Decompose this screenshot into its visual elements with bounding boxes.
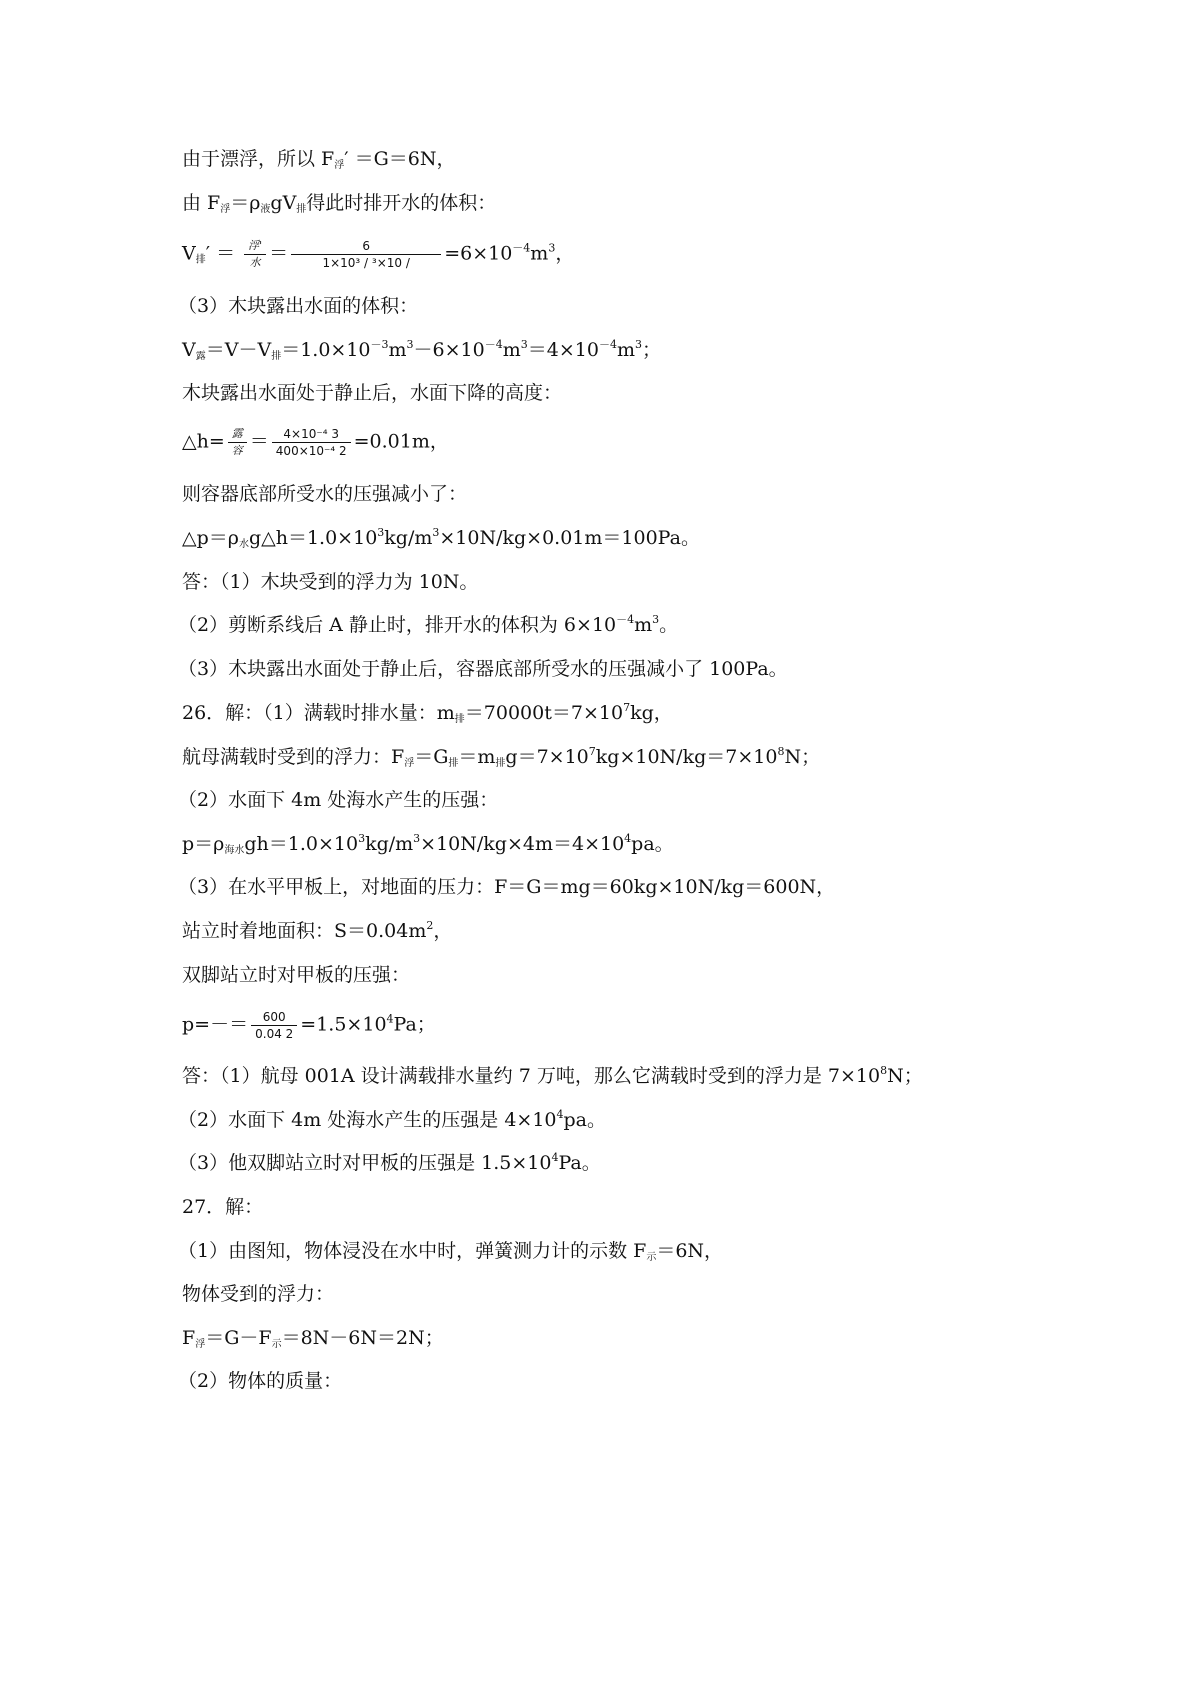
text-line: $V_露=V-V_排=1.0\times 10^{-3}m^3-6\times 10^{-4}m^3=4\times 10^{-4}m^3$；: [182, 338, 661, 362]
text-line: 则容器底部所受水的压强减小了：: [182, 483, 468, 505]
fraction: $\frac{\text{露}}{\text{容}}$: [228, 426, 247, 459]
formula-line: p=－＝ $\frac{600}{0.04 2}$ $=1.5\times 10^4Pa$；: [182, 1010, 436, 1041]
text-line: （3）木块露出水面的体积：: [178, 295, 419, 317]
text-line: $p=\rho_{海水}gh=1.0\times 10^3kg/m^3\times 10N/kg\times 4m=4\times 10^4pa$。: [182, 832, 674, 856]
text-line: （3）在水平甲板上，对地面的压力：F＝G＝mg＝60kg×10N/kg＝600N，: [178, 876, 836, 898]
text-line: 站立时着地面积：$S=0.04m^2$，: [182, 919, 453, 942]
text-line: （2）剪断系线后 A 静止时，排开水的体积为 $6\times 10^{-4}m^3$。: [178, 613, 679, 636]
text-line: （3）他双脚站立时对甲板的压强是 $1.5\times 10^4Pa$。: [178, 1151, 601, 1174]
fraction: $\frac{6}{\text{1×10³ / ³×10 /}}$: [291, 238, 441, 271]
text-line: （3）木块露出水面处于静止后，容器底部所受水的压强减小了 100Pa。: [178, 658, 788, 680]
text-line: 由 $F_浮=\rho_液gV_排$得此时排开水的体积：: [182, 192, 497, 215]
text-line: （1）由图知，物体浸没在水中时，弹簧测力计的示数 $F_示=6N$，: [178, 1240, 724, 1263]
text-line: 26．解：（1）满载时排水量：$m_排=70000t=7\times 10^7kg$，: [182, 701, 673, 725]
text-line: （2）物体的质量：: [178, 1370, 343, 1392]
text-line: 27．解：: [182, 1196, 264, 1218]
fraction: $\frac{\text{4×10⁻⁴ 3}}{\text{400×10⁻⁴ 2}}$: [272, 426, 351, 459]
fraction: $\frac{600}{0.04 2}$: [251, 1009, 297, 1042]
text-line: 双脚站立时对甲板的压强：: [182, 964, 411, 986]
text-line: $F_浮=G-F_示=8N-6N=2N$；: [182, 1327, 444, 1350]
text-line: 物体受到的浮力：: [182, 1283, 335, 1305]
fraction: $\frac{\text{浮'}}{\text{水}}$: [244, 238, 266, 271]
text-line: 木块露出水面处于静止后，水面下降的高度：: [182, 382, 563, 404]
formula-line: △h= $\frac{\text{露}}{\text{容}}$ ＝ $\frac{\text{4×10⁻⁴ 3}}{\text{400×10⁻⁴ 2}}$ =0.01m，: [182, 427, 449, 458]
formula-line: $V_排'$ ＝ $\frac{\text{浮'}}{\text{水}}$ ＝ $\frac{6}{\text{1×10³ / ³×10 /}}$ $=6\times 10^{-4}m^3$，: [182, 239, 575, 270]
text-line: 由于漂浮，所以 $F_浮' =G=6N$，: [182, 148, 456, 171]
text-line: （2）水面下 4m 处海水产生的压强：: [178, 789, 499, 811]
text-line: 答：（1）木块受到的浮力为 10N。: [182, 571, 479, 593]
text-line: $\triangle p=\rho_水g\triangle h=1.0\times 10^3kg/m^3\times 10N/kg\times 0.01m=100Pa$。: [182, 526, 700, 550]
text-line: 答：（1）航母 001A 设计满载排水量约 7 万吨，那么它满载时受到的浮力是 $7\times 10^8N$；: [182, 1064, 923, 1087]
text-line: （2）水面下 4m 处海水产生的压强是 $4\times 10^4pa$。: [178, 1108, 606, 1131]
text-line: 航母满载时受到的浮力：$F_浮=G_排=m_排g=7\times 10^7kg\times 10N/kg=7\times 10^8N$；: [182, 745, 821, 769]
